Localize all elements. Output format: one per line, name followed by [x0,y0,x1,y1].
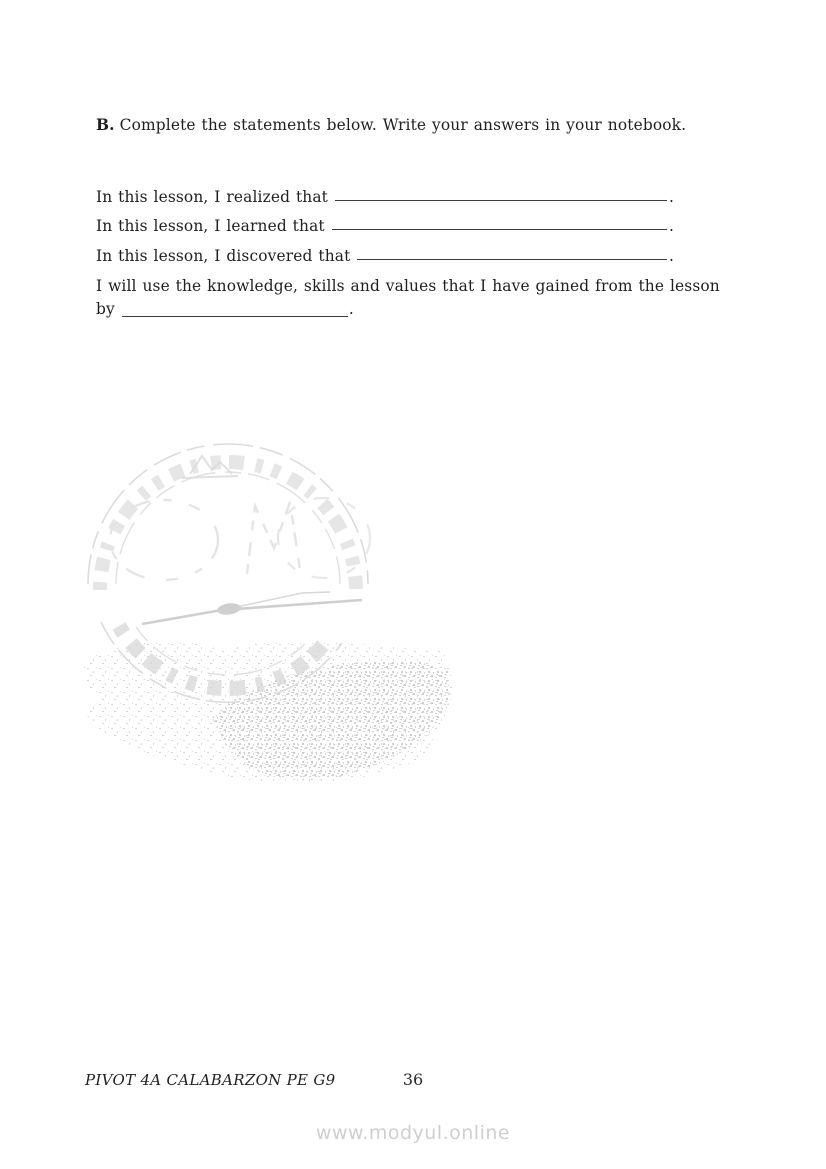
site-url-watermark: www.modyul.online [315,1122,511,1144]
statement-period: . [668,187,674,206]
stamp-seal-watermark-icon [62,378,462,788]
closing-period: . [348,299,354,318]
statement-period: . [668,217,674,236]
section-label: B. [96,116,115,134]
answer-blank-line[interactable] [357,259,667,260]
section-heading [96,115,687,135]
statement-list [96,176,674,265]
answer-blank-line[interactable] [122,316,348,317]
closing-line2 [96,298,674,321]
statement-text: In this lesson, I realized that [96,187,329,206]
statement-period: . [668,246,674,265]
answer-blank-line[interactable] [335,200,667,201]
page-number: 36 [402,1070,424,1089]
answer-blank-line[interactable] [332,229,667,230]
closing-statement [96,275,720,321]
statement-row [96,206,674,236]
footer-book-title: PIVOT 4A CALABARZON PE G9 [85,1071,336,1089]
section-instruction: Complete the statements below. Write your answers in your notebook. [119,116,687,134]
closing-line1: I will use the knowledge, skills and values that I have gained from the lesson [96,276,720,295]
statement-row [96,176,674,206]
statement-row [96,235,674,265]
worksheet-body [96,115,720,321]
statement-text: In this lesson, I discovered that [96,246,351,265]
statement-text: In this lesson, I learned that [96,217,325,236]
closing-line2-prefix: by [96,299,115,318]
